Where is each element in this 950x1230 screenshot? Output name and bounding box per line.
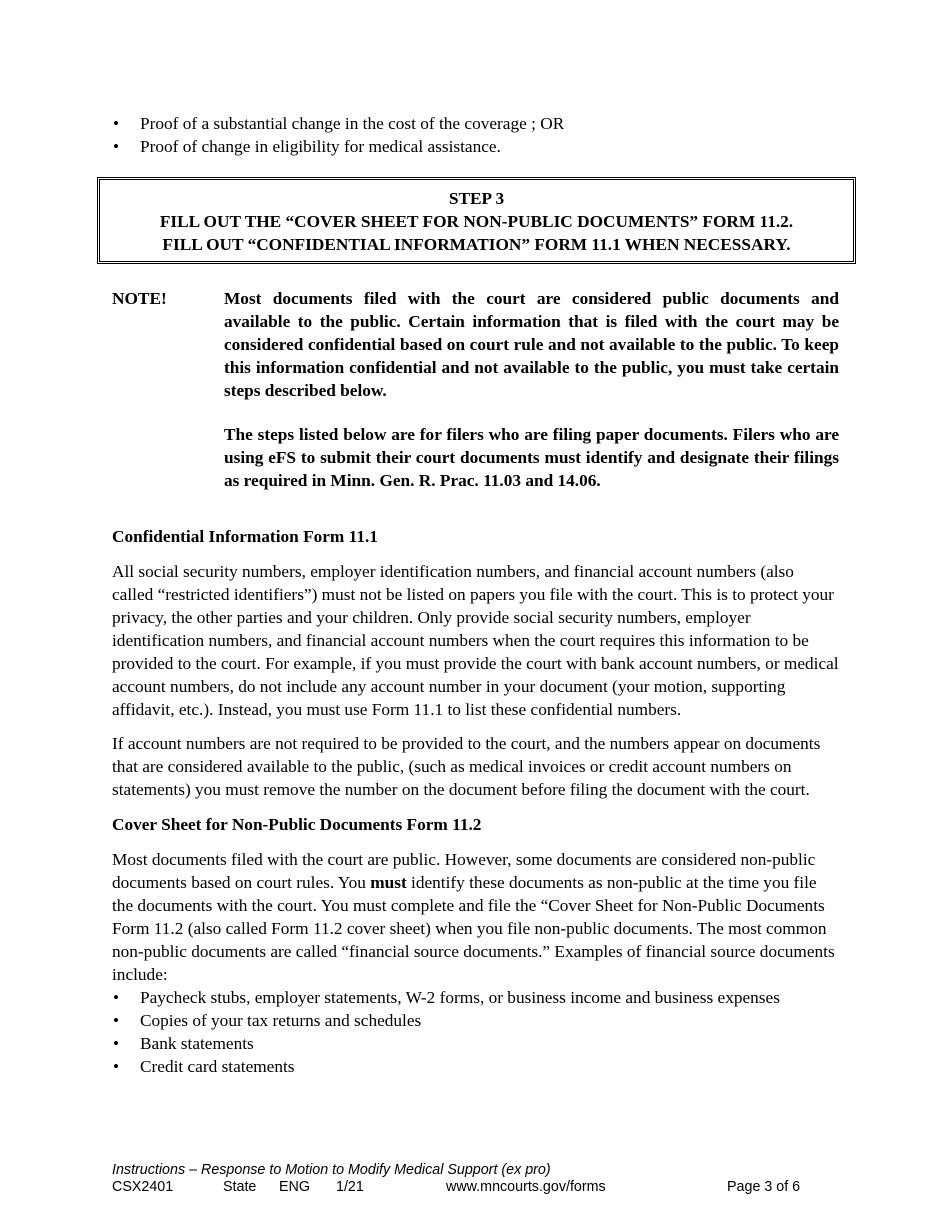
list-item-text: Credit card statements [140, 1057, 295, 1076]
note-paragraph: The steps listed below are for filers who are filing paper documents. Filers who are using eFS to submit their court documents must identify and designate their filings as required in Minn. Gen. R. Prac. 11.03 and 14.06. [224, 425, 839, 490]
bullet-icon: • [113, 988, 120, 1007]
forms-url: www.mncourts.gov/forms [446, 1179, 606, 1195]
bullet-icon: • [113, 1011, 120, 1030]
list-item-text: Proof of a substantial change in the cost of the coverage ; OR [140, 114, 565, 133]
form-date: 1/21 [336, 1179, 364, 1195]
list-item [112, 986, 839, 1009]
list-item-text: Copies of your tax returns and schedules [140, 1011, 422, 1030]
cover-sheet-paragraph [112, 848, 839, 986]
note-block [112, 287, 839, 492]
list-item-text: Paycheck stubs, employer statements, W-2 forms, or business income and business expenses [140, 988, 780, 1007]
emphasis-text: must [370, 873, 407, 892]
step-line-2: FILL OUT “CONFIDENTIAL INFORMATION” FORM 11.1 WHEN NECESSARY. [162, 235, 791, 254]
financial-documents-list [112, 986, 839, 1078]
step-line-1: FILL OUT THE “COVER SHEET FOR NON-PUBLIC DOCUMENTS” FORM 11.2. [159, 212, 794, 231]
list-item [112, 112, 839, 135]
page-footer [112, 1162, 812, 1196]
step-heading: STEP 3 [448, 189, 505, 208]
confidential-heading: Confidential Information Form 11.1 [112, 527, 378, 546]
form-state: State [223, 1179, 257, 1195]
note-label: NOTE! [112, 289, 167, 308]
footer-info-row [112, 1179, 812, 1196]
text-span: identify these documents as non-public at the time you file the documents with the court. You must complete and file the “Cover Sheet for Non-Public Documents Form 11.2 (also called Form 11.2 cover sheet) when you file non-public documents. The most common non-public documents are called “financial source documents.” Examples of financial source documents include: [112, 873, 835, 984]
list-item [112, 135, 839, 158]
list-item-text: Bank statements [140, 1034, 254, 1053]
form-language: ENG [279, 1179, 310, 1195]
list-item [112, 1032, 839, 1055]
bullet-icon: • [113, 137, 120, 156]
note-paragraph: Most documents filed with the court are considered public documents and available to the public. Certain information that is filed with the court may be considered confidential based on court rule and not available to the public. To keep this information confidential and not available to the public, you must take certain steps described below. [224, 289, 839, 400]
list-item [112, 1055, 839, 1078]
footer-title: Instructions – Response to Motion to Modify Medical Support (ex pro) [112, 1162, 551, 1178]
top-bullet-list [112, 112, 839, 158]
list-item-text: Proof of change in eligibility for medical assistance. [140, 137, 501, 156]
bullet-icon: • [113, 1057, 120, 1076]
form-code: CSX2401 [112, 1179, 174, 1195]
bullet-icon: • [113, 1034, 120, 1053]
text-span: Most documents filed with the court are public. However, some documents are considered non-public documents based on court rules. You [112, 850, 816, 892]
list-item [112, 1009, 839, 1032]
step-box [97, 177, 856, 264]
bullet-icon: • [113, 114, 120, 133]
cover-sheet-heading: Cover Sheet for Non-Public Documents Form 11.2 [112, 815, 482, 834]
page-number: Page 3 of 6 [727, 1179, 801, 1195]
note-body [224, 287, 839, 492]
confidential-paragraph: If account numbers are not required to be provided to the court, and the numbers appear on documents that are considered available to the public, (such as medical invoices or credit account numbers on statements) you must remove the number on the document before filing the document with the court. [112, 734, 821, 799]
confidential-paragraph: All social security numbers, employer identification numbers, and financial account numbers (also called “restricted identifiers”) must not be listed on papers you file with the court. This is to protect your privacy, the other parties and your children. Only provide social security numbers, employer identification numbers, and financial account numbers when the court requires this information to be provided to the court. For example, if you must provide the court with bank account numbers, or medical account numbers, do not include any account number in your document (your motion, supporting affidavit, etc.). Instead, you must use Form 11.1 to list these confidential numbers. [112, 562, 839, 719]
page-content [112, 112, 839, 1078]
